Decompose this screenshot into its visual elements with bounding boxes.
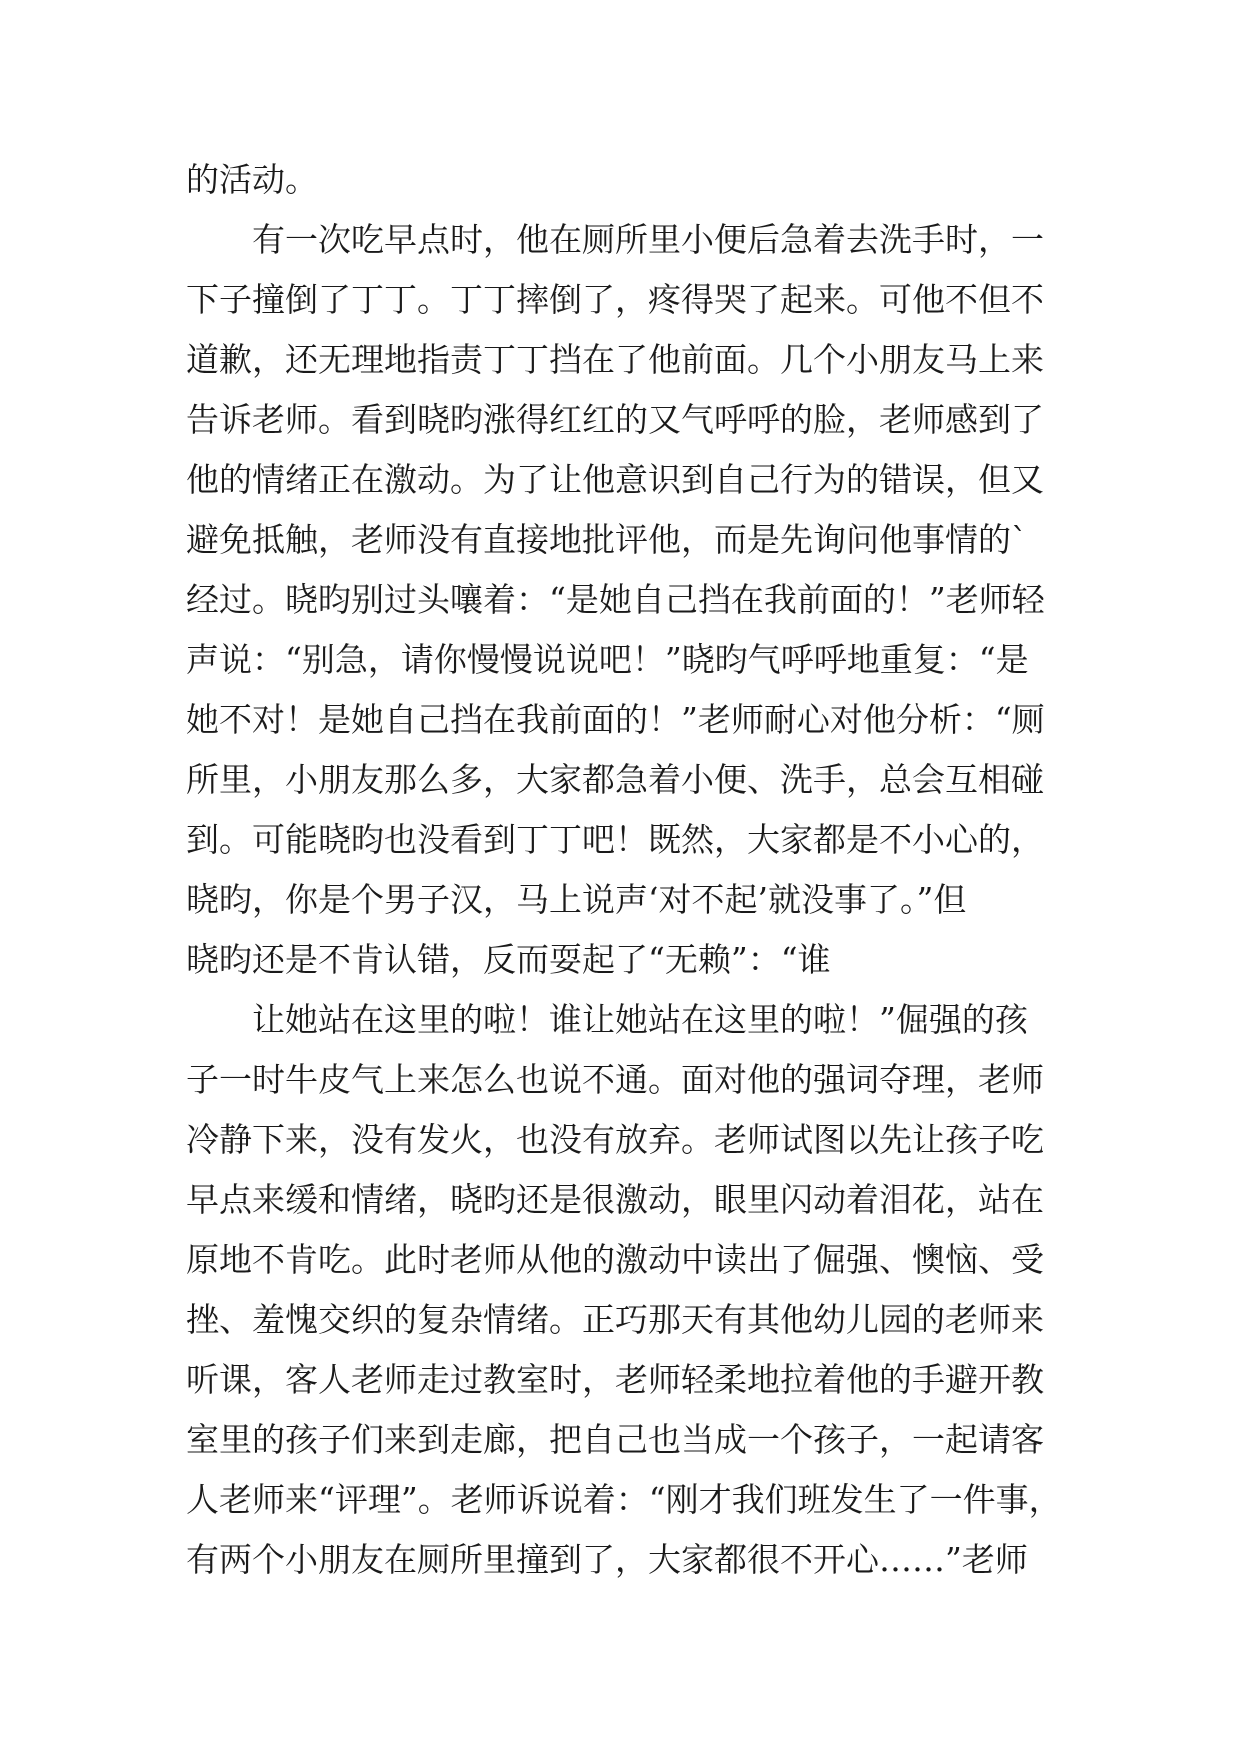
text-line: 到。可能晓昀也没看到丁丁吧！既然，大家都是不小心的， bbox=[186, 820, 1044, 859]
text-line: 晓昀，你是个男子汉，马上说声‘对不起’就没事了。”但 bbox=[186, 880, 967, 919]
text-line: 有两个小朋友在厕所里撞到了，大家都很不开心……”老师 bbox=[186, 1540, 1028, 1579]
text-line: 他的情绪正在激动。为了让他意识到自己行为的错误，但又 bbox=[186, 460, 1044, 499]
text-line: 子一时牛皮气上来怎么也说不通。面对他的强词夺理，老师 bbox=[186, 1060, 1044, 1099]
text-line: 告诉老师。看到晓昀涨得红红的又气呼呼的脸，老师感到了 bbox=[186, 400, 1044, 439]
text-line: 下子撞倒了丁丁。丁丁摔倒了，疼得哭了起来。可他不但不 bbox=[186, 280, 1044, 319]
text-line: 听课，客人老师走过教室时，老师轻柔地拉着他的手避开教 bbox=[186, 1360, 1044, 1399]
text-line: 让她站在这里的啦！谁让她站在这里的啦！”倔强的孩 bbox=[186, 1000, 1028, 1039]
text-line: 道歉，还无理地指责丁丁挡在了他前面。几个小朋友马上来 bbox=[186, 340, 1044, 379]
text-line: 冷静下来，没有发火，也没有放弃。老师试图以先让孩子吃 bbox=[186, 1120, 1044, 1159]
text-line: 避免抵触，老师没有直接地批评他，而是先询问他事情的` bbox=[186, 520, 1028, 559]
text-line: 人老师来“评理”。老师诉说着：“刚才我们班发生了一件事， bbox=[186, 1480, 1062, 1519]
text-line: 晓昀还是不肯认错，反而耍起了“无赖”：“谁 bbox=[186, 940, 831, 979]
text-line: 挫、羞愧交织的复杂情绪。正巧那天有其他幼儿园的老师来 bbox=[186, 1300, 1044, 1339]
text-line: 的活动。 bbox=[186, 160, 318, 199]
text-line: 原地不肯吃。此时老师从他的激动中读出了倔强、懊恼、受 bbox=[186, 1240, 1044, 1279]
body-text bbox=[186, 150, 1066, 1590]
text-line: 有一次吃早点时，他在厕所里小便后急着去洗手时，一 bbox=[186, 220, 1044, 259]
text-line: 声说：“别急，请你慢慢说说吧！”晓昀气呼呼地重复：“是 bbox=[186, 640, 1029, 679]
text-line: 室里的孩子们来到走廊，把自己也当成一个孩子，一起请客 bbox=[186, 1420, 1044, 1459]
text-line: 早点来缓和情绪，晓昀还是很激动，眼里闪动着泪花，站在 bbox=[186, 1180, 1044, 1219]
text-line: 经过。晓昀别过头嚷着：“是她自己挡在我前面的！”老师轻 bbox=[186, 580, 1045, 619]
text-line: 所里，小朋友那么多，大家都急着小便、洗手，总会互相碰 bbox=[186, 760, 1044, 799]
text-line: 她不对！是她自己挡在我前面的！”老师耐心对他分析：“厕 bbox=[186, 700, 1045, 739]
